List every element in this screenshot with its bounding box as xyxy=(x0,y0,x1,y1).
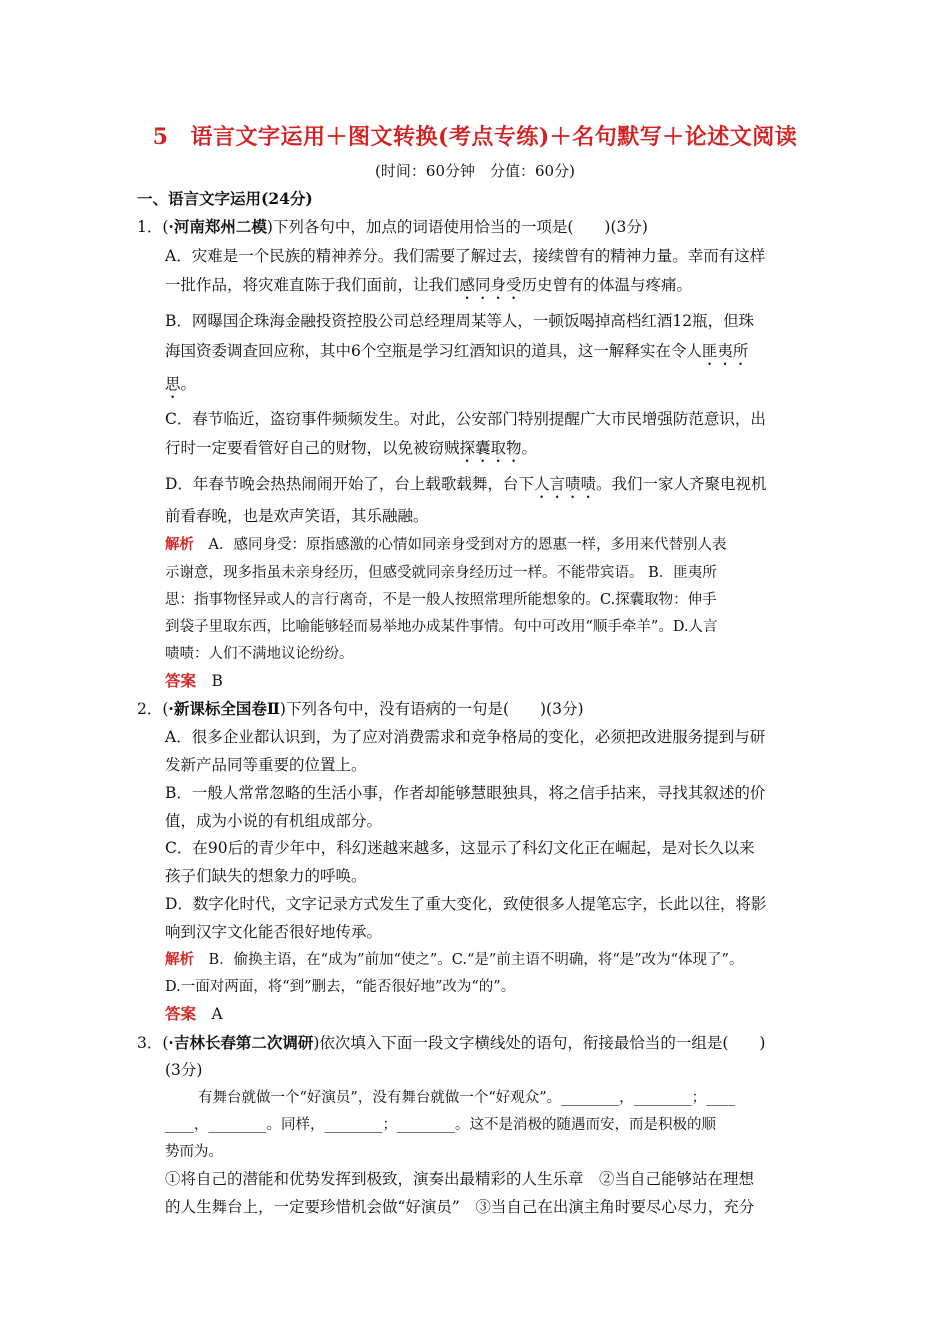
q2-number: 2．( xyxy=(137,700,169,718)
q1-option-d-line2: 前看春晚，也是欢声笑语，其乐融融。 xyxy=(165,507,429,525)
q1-d-dotted-word: 人言啧啧 xyxy=(533,475,596,493)
q1-option-d-line1 xyxy=(165,473,766,502)
q2-option-c-line2: 孩子们缺失的想象力的呼唤。 xyxy=(165,867,367,885)
q1-option-b-line1: B．网曝国企珠海金融投资控股公司总经理周某等人，一顿饭喝掉高档红酒12瓶，但珠 xyxy=(165,312,755,330)
q1-a-dotted-word: 感同身受 xyxy=(459,276,522,294)
q1-stem-text: )下列各句中，加点的词语使用恰当的一项是( )(3分) xyxy=(266,218,648,236)
q1-option-c-line1: C．春节临近，盗窃事件频频发生。对此，公安部门特别提醒广大市民增强防范意识，出 xyxy=(165,410,766,428)
section-heading: 一、语言文字运用(24分) xyxy=(137,189,313,208)
q2-stem-text: )下列各句中，没有语病的一句是( )(3分) xyxy=(279,700,584,718)
page-title xyxy=(0,120,950,151)
q1-analysis-line1 xyxy=(165,534,726,556)
q1-answer-value: B xyxy=(196,672,223,690)
q1-d-text-end: 。我们一家人齐聚电视机 xyxy=(595,475,767,493)
q2-answer xyxy=(165,1003,223,1025)
answer-label: 答案 xyxy=(165,671,197,690)
q1-option-a-line2 xyxy=(165,274,692,303)
q2-analysis-line2: D.一面对两面，将“到”删去，“能否很好地”改为“的”。 xyxy=(165,979,516,995)
analysis-label: 解析 xyxy=(165,951,194,968)
title-number: 5 xyxy=(152,124,169,150)
q2-option-b-line1: B．一般人常常忽略的生活小事，作者却能够慧眼独具，将之信手拈来，寻找其叙述的价 xyxy=(165,784,766,802)
q1-source: ·河南郑州二模 xyxy=(168,217,267,236)
q3-stem xyxy=(137,1032,765,1054)
q1-c-dotted-word: 探囊取物 xyxy=(459,439,522,457)
q1-c-text-end: 。 xyxy=(521,439,538,457)
q1-analysis-line2: 示谢意，现多指虽未亲身经历，但感受就同亲身经历过一样。不能带宾语。 B．匪夷所 xyxy=(165,565,717,581)
q2-option-d-line1: D．数字化时代，文字记录方式发生了重大变化，致使很多人提笔忘字，长此以往，将影 xyxy=(165,895,767,913)
q1-a-text-end: 历史曾有的体温与疼痛。 xyxy=(521,276,693,294)
q1-b-dotted-word: 匪夷所 xyxy=(701,342,749,360)
q1-b-text-end: 。 xyxy=(180,375,197,393)
q3-stem-text: )依次填入下面一段文字横线处的语句，衔接最恰当的一组是( ) xyxy=(313,1034,766,1052)
q3-score: (3分) xyxy=(165,1061,203,1079)
title-text: 语言文字运用＋图文转换(考点专练)＋名句默写＋论述文阅读 xyxy=(190,124,798,150)
q1-b-text: 海国资委调查回应称，其中6个空瓶是学习红酒知识的道具，这一解释实在令人 xyxy=(165,342,702,360)
page-subtitle: (时间：60分钟 分值：60分) xyxy=(375,162,575,180)
analysis-label: 解析 xyxy=(165,536,194,553)
q3-passage-line3: 势而为。 xyxy=(165,1144,223,1160)
q1-option-b-line2 xyxy=(165,340,748,369)
q1-c-text: 行时一定要看管好自己的财物，以免被窃贼 xyxy=(165,439,460,457)
q1-option-a-line1: A．灾难是一个民族的精神养分。我们需要了解过去，接续曾有的精神力量。幸而有这样 xyxy=(165,247,766,265)
q2-option-a-line2: 发新产品同等重要的位置上。 xyxy=(165,756,367,774)
answer-label: 答案 xyxy=(165,1004,197,1023)
q1-stem xyxy=(137,216,648,238)
q3-number: 3．( xyxy=(137,1034,169,1052)
q3-options-line2: 的人生舞台上，一定要珍惜机会做“好演员” ③当自己在出演主角时要尽心尽力，充分 xyxy=(165,1198,755,1216)
q2-option-c-line1: C．在90后的青少年中，科幻迷越来越多，这显示了科幻文化正在崛起，是对长久以来 xyxy=(165,839,755,857)
q1-option-b-line3 xyxy=(165,373,196,402)
q1-number: 1．( xyxy=(137,218,169,236)
q3-source: ·吉林长春第二次调研 xyxy=(168,1033,314,1052)
q3-passage-line2: ____，________。同样，________；________。这不是消极的随遇而安，而是积极的顺 xyxy=(165,1117,716,1133)
q2-source: ·新课标全国卷Ⅱ xyxy=(168,699,280,718)
q2-option-a-line1: A．很多企业都认识到，为了应对消费需求和竞争格局的变化，必须把改进服务提到与研 xyxy=(165,728,766,746)
q3-passage-line1: 有舞台就做一个“好演员”，没有舞台就做一个“好观众”。________，________；____ xyxy=(198,1090,736,1106)
q1-analysis-line4: 到袋子里取东西，比喻能够轻而易举地办成某件事情。句中可改用“顺手牵羊”。D.人言 xyxy=(165,619,718,635)
q2-analysis-line1 xyxy=(165,949,743,971)
q1-analysis-text: A．感同身受：原指感激的心情如同亲身受到对方的恩惠一样，多用来代替别人表 xyxy=(194,537,727,553)
q1-d-text: D．年春节晚会热热闹闹开始了，台上载歌载舞，台下 xyxy=(165,475,534,493)
q1-analysis-line3: 思：指事物怪异或人的言行离奇，不是一般人按照常理所能想象的。C.探囊取物：伸手 xyxy=(165,592,717,608)
q2-option-d-line2: 响到汉字文化能否很好地传承。 xyxy=(165,923,383,941)
q1-option-c-line2 xyxy=(165,437,537,466)
q1-analysis-line5: 啧啧：人们不满地议论纷纷。 xyxy=(165,646,354,662)
q2-stem xyxy=(137,698,584,720)
q2-answer-value: A xyxy=(196,1005,223,1023)
q2-analysis-text: B．偷换主语，在“成为”前加“使之”。C.“是”前主语不明确，将“是”改为“体现了”。 xyxy=(194,952,744,968)
q1-b-dotted-word-cont: 思 xyxy=(165,375,181,393)
q1-a-text: 一批作品，将灾难直陈于我们面前，让我们 xyxy=(165,276,460,294)
q1-answer xyxy=(165,670,223,692)
q2-option-b-line2: 值，成为小说的有机组成部分。 xyxy=(165,812,383,830)
q3-options-line1: ①将自己的潜能和优势发挥到极致，演奏出最精彩的人生乐章 ②当自己能够站在理想 xyxy=(165,1170,755,1188)
